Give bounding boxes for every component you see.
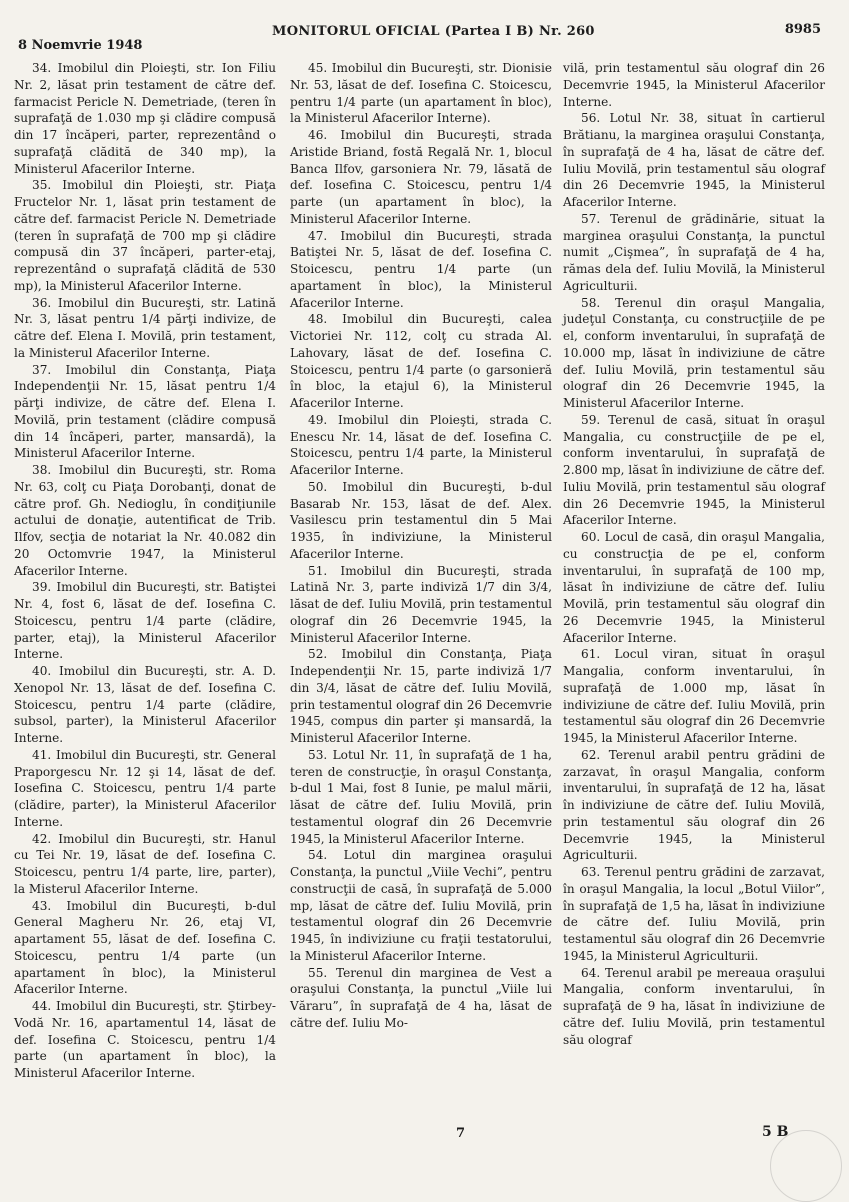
entry-63: 63. Terenul pentru grădini de zarzavat, în oraşul Mangalia, la locul „Botul Viilor”, în suprafaţă de 1,5 ha, lăsat în indiviziune de către def. Iuliu Movilă, prin testamentul său olograf din 26 Decemvrie 1945, la Ministerul Agriculturii. bbox=[563, 865, 825, 963]
entry-55-continued: vilă, prin testamentul său olograf din 26 Decemvrie 1945, la Ministerul Afacerilor Interne. bbox=[563, 61, 825, 109]
entry-57: 57. Terenul de grădinărie, situat la marginea oraşului Constanţa, la punctul numit „Cişmea”, în suprafaţă de 4 ha, rămas dela def. Iuliu Movilă, la Ministerul Agriculturii. bbox=[563, 211, 825, 293]
entry-59: 59. Terenul de casă, situat în oraşul Mangalia, cu construcţiile de pe el, conform inventarului, în suprafaţă de 2.800 mp, lăsat în indiviziune de către def. Iuliu Movilă, prin testamentul său olograf din 26 Decemvrie 1945, la Ministerul Afacerilor Interne. bbox=[563, 412, 826, 528]
entry-54: 54. Lotul din marginea oraşului Constanţa, la punctul „Viile Vechi”, pentru construcţii de casă, în suprafaţă de 5.000 mp, lăsat de către def. Iuliu Movilă, prin testamentul olograf din 26 Decemvrie 1945, în indiviziune cu fraţii testatorului, la Ministerul Afacerilor Interne. bbox=[290, 848, 552, 963]
entry-52: 52. Imobilul din Constanţa, Piaţa Independenţii Nr. 15, parte indiviză 1/7 din 3/4, lăsat de către def. Iuliu Movilă, prin testamentul olograf din 26 Decemvrie 1945, compus din parter şi mansardă, la Ministerul Afacerilor Interne. bbox=[290, 647, 552, 745]
entry-41: 41. Imobilul din Bucureşti, str. General Praporgescu Nr. 12 şi 14, lăsat de def. Iosefina C. Stoicescu, pentru 1/4 parte (clădire, parter), la Ministerul Afacerilor Interne. bbox=[14, 747, 276, 829]
entry-44: 44. Imobilul din Bucureşti, str. Ştirbey-Vodă Nr. 16, apartamentul 14, lăsat de def. Iosefina C. Stoicescu, pentru 1/4 parte (un apartament în bloc), la Ministerul Afacerilor Interne. bbox=[14, 999, 276, 1080]
text-column-3 bbox=[563, 60, 825, 1048]
entry-61: 61. Locul viran, situat în oraşul Mangalia, conform inventarului, în suprafaţă de 1.000 mp, lăsat în indiviziune de către def. Iuliu Movilă, prin testamentul său olograf din 26 Decemvrie 1945, la Ministerul Afacerilor Interne. bbox=[563, 647, 825, 745]
entry-46: 46. Imobilul din Bucureşti, strada Aristide Briand, fostă Regală Nr. 1, blocul Banca Ilfov, garsoniera Nr. 79, lăsată de def. Iosefina C. Stoicescu, pentru 1/4 parte (un apartament în bloc), la Ministerul Afacerilor Interne. bbox=[290, 128, 552, 226]
entry-40: 40. Imobilul din Bucureşti, str. A. D. Xenopol Nr. 13, lăsat de def. Iosefina C. Stoicescu, pentru 1/4 parte (clădire, subsol, parter), la Ministerul Afacerilor Interne. bbox=[14, 664, 276, 745]
issue-date: 8 Noemvrie 1948 bbox=[18, 38, 143, 53]
entry-48: 48. Imobilul din Bucureşti, calea Victoriei Nr. 112, colţ cu strada Al. Lahovary, lăsat de def. Iosefina C. Stoicescu, pentru 1/4 parte (o garsonieră în bloc, la etajul 6), la Ministerul Afacerilor Interne. bbox=[290, 312, 552, 410]
entry-64: 64. Terenul arabil pe mereaua oraşului Mangalia, conform inventarului, în suprafaţă de 9 ha, lăsat în indiviziune de către def. Iuliu Movilă, prin testamentul său olograf bbox=[563, 965, 825, 1047]
entry-47: 47. Imobilul din Bucureşti, strada Batiştei Nr. 5, lăsat de def. Iosefina C. Stoicescu, pentru 1/4 parte (un apartament în bloc), la Ministerul Afacerilor Interne. bbox=[290, 228, 552, 310]
entry-35: 35. Imobilul din Ploieşti, str. Piaţa Fructelor Nr. 1, lăsat prin testament de către def. farmacist Pericle N. Demetriade (teren în suprafaţă de 700 mp şi clădire compusă din 37 încăperi, parter-etaj, reprezentând o suprafaţă clădită de 530 mp), la Ministerul Afacerilor Interne. bbox=[14, 178, 276, 293]
text-column-2 bbox=[290, 60, 552, 1032]
text-column-1 bbox=[14, 60, 276, 1082]
entry-37: 37. Imobilul din Constanţa, Piaţa Independenţii Nr. 15, lăsat pentru 1/4 părţi indivize, de către def. Elena I. Movilă, prin testament (clădire compusă din 14 încăperi, parter, mansardă), la Ministerul Afacerilor Interne. bbox=[14, 362, 276, 461]
entry-56: 56. Lotul Nr. 38, situat în cartierul Brătianu, la marginea oraşului Constanţa, în suprafaţă de 4 ha, lăsat de către def. Iuliu Movilă, prin testamentul său olograf din 26 Decemvrie 1945, la Ministerul Afacerilor Interne. bbox=[563, 111, 825, 209]
publication-title: MONITORUL OFICIAL (Partea I B) Nr. 260 bbox=[272, 24, 595, 39]
footer-mark: 7 bbox=[456, 1126, 466, 1141]
page-number: 8985 bbox=[784, 22, 821, 37]
entry-36: 36. Imobilul din Bucureşti, str. Latină Nr. 3, lăsat pentru 1/4 părţi indivize, de către def. Elena I. Movilă, prin testament, la Ministerul Afacerilor Interne. bbox=[14, 295, 276, 360]
entry-43: 43. Imobilul din Bucureşti, b-dul General Magheru Nr. 26, etaj VI, apartament 55, lăsat de def. Iosefina C. Stoicescu, pentru 1/4 parte (un apartament în bloc), la Ministerul Afacerilor Interne. bbox=[14, 898, 276, 997]
entry-39: 39. Imobilul din Bucureşti, str. Batiştei Nr. 4, fost 6, lăsat de def. Iosefina C. Stoicescu, pentru 1/4 parte (clădire, parter, etaj), la Ministerul Afacerilor Interne. bbox=[14, 580, 276, 662]
entry-42: 42. Imobilul din Bucureşti, str. Hanul cu Tei Nr. 19, lăsat de def. Iosefina C. Stoicescu, pentru 1/4 parte, lire, parter), la Misterul Afacerilor Interne. bbox=[14, 831, 276, 896]
entry-34: 34. Imobilul din Ploieşti, str. Ion Filiu Nr. 2, lăsat prin testament de către def. farmacist Pericle N. Demetriade, (teren în suprafaţă de 1.030 mp şi clădire compusă din 17 încăperi, parter, reprezentând o suprafaţă clădită de 340 mp), la Ministerul Afacerilor Interne. bbox=[14, 61, 276, 176]
entry-38: 38. Imobilul din Bucureşti, str. Roma Nr. 63, colţ cu Piaţa Dorobanţi, donat de către prof. Gh. Nedioglu, în condiţiunile actului de donaţie, autentificat de Trib. Ilfov, secţia de notariat la Nr. 40.082 din 20 Octomvrie 1947, la Ministerul Afacerilor Interne. bbox=[14, 463, 276, 578]
entry-49: 49. Imobilul din Ploieşti, strada C. Enescu Nr. 14, lăsat de def. Iosefina C. Stoicescu, pentru 1/4 parte, la Ministerul Afacerilor Interne. bbox=[290, 412, 552, 477]
page-header bbox=[14, 20, 835, 54]
entry-50: 50. Imobilul din Bucureşti, b-dul Basarab Nr. 153, lăsat de def. Alex. Vasilescu prin testamentul din 5 Mai 1935, în indiviziune, la Ministerul Afacerilor Interne. bbox=[290, 479, 552, 561]
entry-55: 55. Terenul din marginea de Vest a oraşului Constanţa, la punctul „Viile lui Văraru”, în suprafaţă de 4 ha, lăsat de către def. Iuliu Mo- bbox=[290, 965, 552, 1030]
entry-45: 45. Imobilul din Bucureşti, str. Dionisie Nr. 53, lăsat de def. Iosefina C. Stoicescu, pentru 1/4 parte (un apartament în bloc), la Ministerul Afacerilor Interne). bbox=[290, 61, 552, 126]
entry-51: 51. Imobilul din Bucureşti, strada Latină Nr. 3, parte indiviză 1/7 din 3/4, lăsat de def. Iuliu Movilă, prin testamentul olograf din 26 Decemvrie 1945, la Ministerul Afacerilor Interne. bbox=[290, 563, 552, 645]
signature-mark: 5 B bbox=[762, 1124, 789, 1140]
entry-62: 62. Terenul arabil pentru grădini de zarzavat, în oraşul Mangalia, conform inventarului, în suprafaţă de 12 ha, lăsat în indiviziune de către def. Iuliu Movilă, prin testamentul său olograf din 26 Decemvrie 1945, la Ministerul Agriculturii. bbox=[563, 747, 825, 863]
faint-stamp-watermark bbox=[770, 1130, 842, 1202]
entry-58: 58. Terenul din oraşul Mangalia, judeţul Constanţa, cu construcţiile de pe el, conform inventarului, în suprafaţă de 10.000 mp, lăsat în indiviziune de către def. Iuliu Movilă, prin testamentul său olograf din 26 Decemvrie 1945, la Ministerul Afacerilor Interne. bbox=[563, 295, 825, 410]
entry-60: 60. Locul de casă, din oraşul Mangalia, cu construcţia de pe el, conform inventarului, în suprafaţă de 100 mp, lăsat în indiviziune de către def. Iuliu Movilă, prin testamentul său olograf din 26 Decemvrie 1945, la Ministerul Afacerilor Interne. bbox=[563, 530, 825, 645]
entry-53: 53. Lotul Nr. 11, în suprafaţă de 1 ha, teren de construcţie, în oraşul Constanţa, b-dul 1 Mai, fost 8 Iunie, pe malul mării, lăsat de către def. Iuliu Movilă, prin testamentul olograf din 26 Decemvrie 1945, la Ministerul Afacerilor Interne. bbox=[290, 747, 552, 846]
